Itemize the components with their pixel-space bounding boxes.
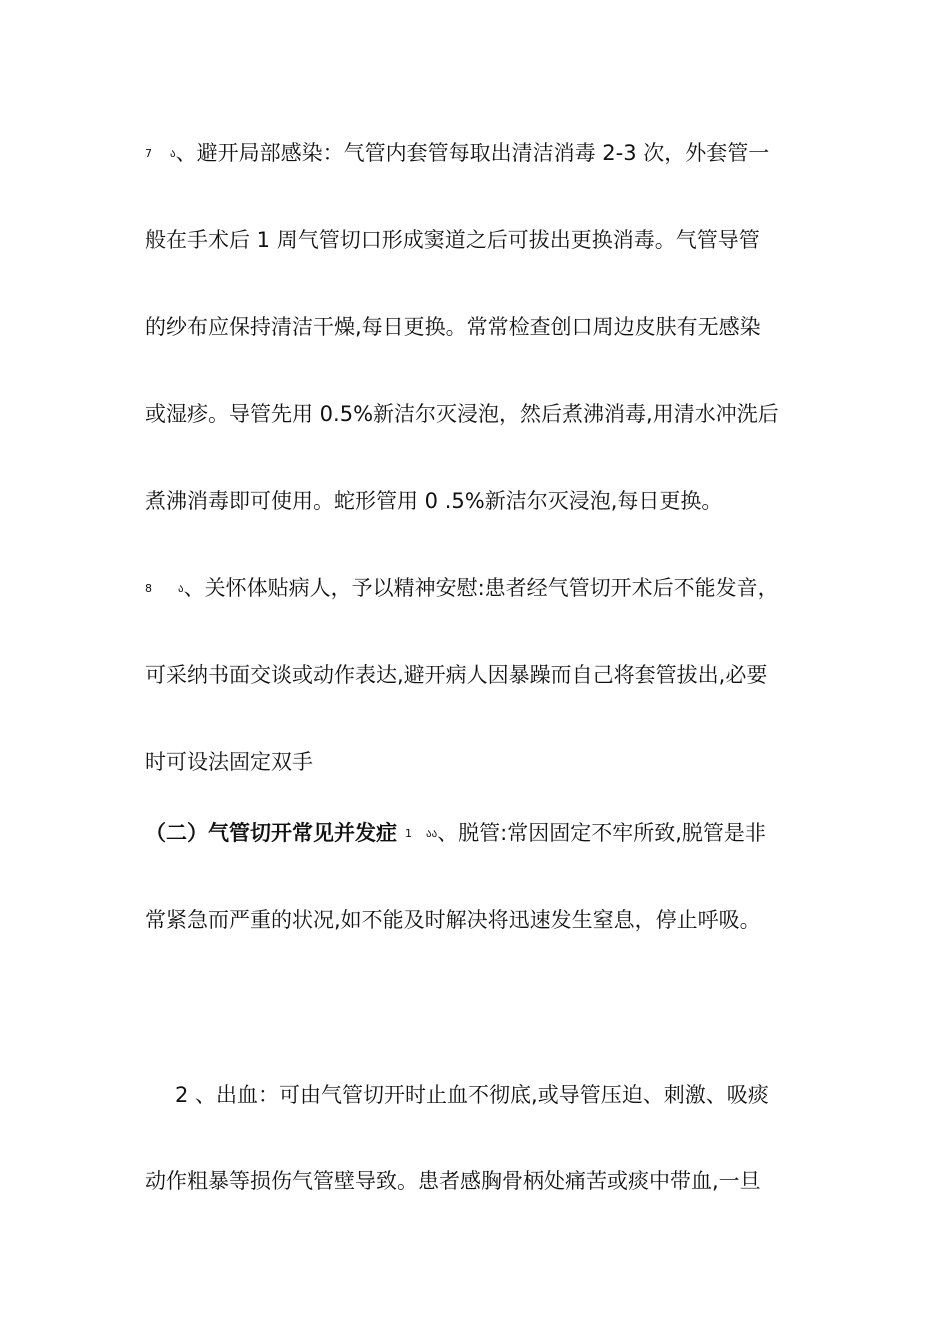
paragraph-text: 可采纳书面交谈或动作表达,避开病人因暴躁而自己将套管拔出,必要: [145, 663, 768, 687]
paragraph-text: 般在手术后 1 周气管切口形成窦道之后可拔出更换消毒。气管导管: [145, 228, 760, 252]
list-marker: აა: [426, 827, 438, 840]
list-marker: ა: [170, 147, 176, 160]
paragraph-text: 、脱管:常因固定不牢所致,脱管是非: [437, 821, 766, 845]
paragraph-text: 或湿疹。导管先用 0.5%新洁尔灭浸泡，然后煮沸消毒,用清水冲洗后: [145, 402, 779, 426]
paragraph-item-8-line-2: [145, 660, 825, 690]
section-heading-line: [145, 818, 825, 849]
paragraph-text: 煮沸消毒即可使用。蛇形管用 0 .5%新洁尔灭浸泡,每日更换。: [145, 489, 723, 513]
section-heading: （二）气管切开常见并发症: [145, 821, 397, 845]
paragraph-item-7-line-2: [145, 225, 825, 255]
paragraph-text: 时可设法固定双手: [145, 750, 313, 774]
list-number: 7: [145, 147, 152, 160]
list-number: 1: [405, 827, 412, 840]
paragraph-item-7-line-3: [145, 312, 825, 342]
list-number: 8: [145, 582, 152, 595]
paragraph-text: 2 、出血：可由气管切开时止血不彻底,或导管压迫、刺激、吸痰: [175, 1083, 769, 1107]
paragraph-text: 动作粗暴等损伤气管壁导致。患者感胸骨柄处痛苦或痰中带血,一旦: [145, 1169, 761, 1193]
paragraph-complication-2-line-1: [145, 1080, 855, 1110]
paragraph-text: 、关怀体贴病人，予以精神安慰:患者经气管切开术后不能发音，: [183, 576, 779, 600]
paragraph-text: 常紧急而严重的状况,如不能及时解决将迅速发生窒息，停止呼吸。: [145, 908, 761, 932]
paragraph-complication-2-line-2: [145, 1166, 825, 1196]
paragraph-item-7-line-1: [145, 138, 825, 169]
paragraph-text: 、避开局部感染：气管内套管每取出清洁消毒 2-3 次，外套管一: [175, 141, 770, 165]
paragraph-complication-1-line-2: [145, 905, 825, 935]
paragraph-item-8-line-3: [145, 747, 825, 777]
paragraph-item-7-line-5: [145, 486, 825, 516]
paragraph-item-8-line-1: [145, 573, 825, 604]
paragraph-text: 的纱布应保持清洁干燥,每日更换。常常检查创口周边皮肤有无感染: [145, 315, 761, 339]
paragraph-item-7-line-4: [145, 399, 825, 429]
list-marker: ა: [178, 582, 184, 595]
